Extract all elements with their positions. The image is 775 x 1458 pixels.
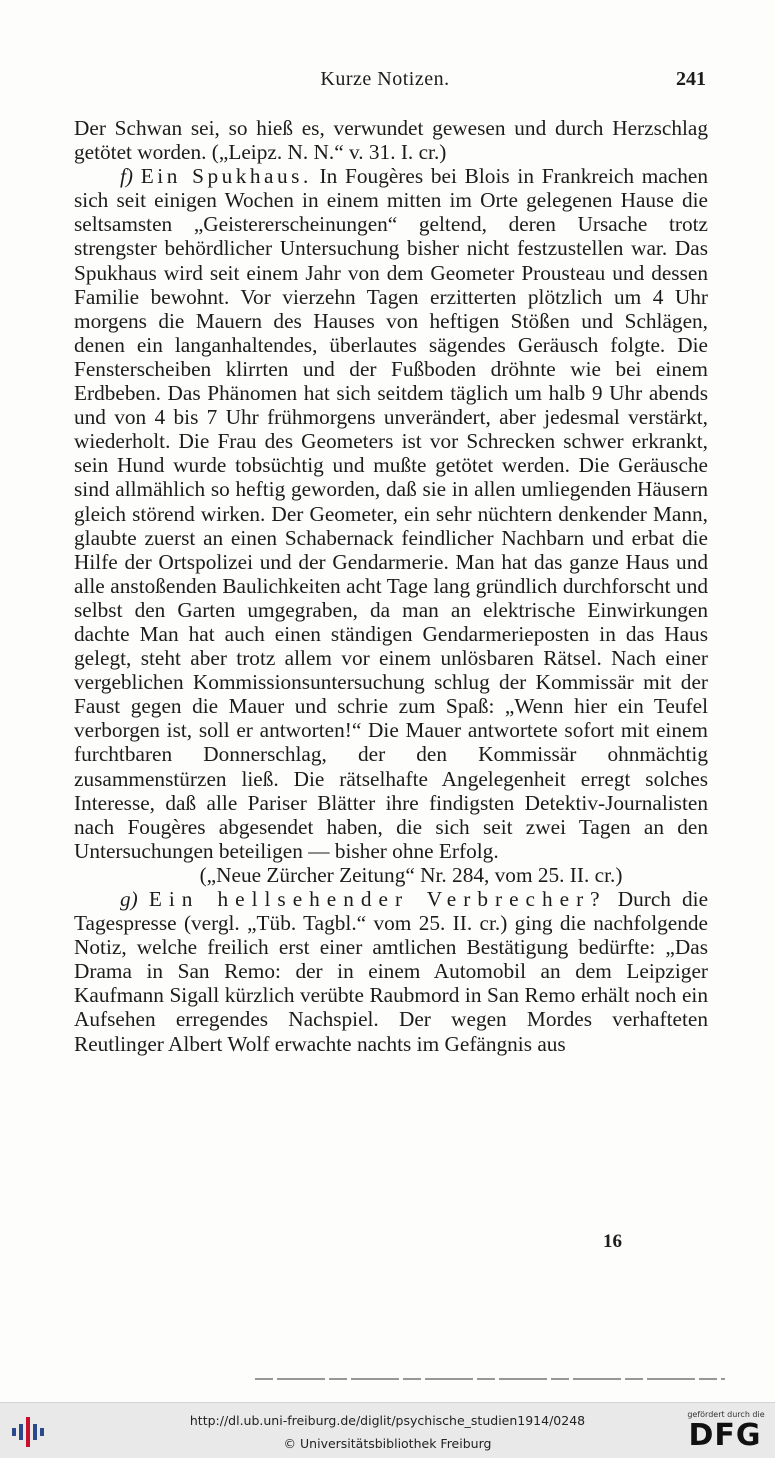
funder-caption: gefördert durch die	[687, 1410, 765, 1419]
running-title: Kurze Notizen.	[320, 68, 450, 90]
page-number: 241	[676, 68, 706, 90]
paragraph-1: Der Schwan sei, so hieß es, verwundet gewesen und durch Herzschlag getötet worden. („Leipz. N. N.“ v. 31. I. cr.)	[74, 116, 708, 165]
dfg-logo-icon[interactable]	[682, 1410, 768, 1454]
article-text	[74, 116, 708, 1056]
source-citation: („Neue Zürcher Zeitung“ Nr. 284, vom 25. II. cr.)	[199, 862, 623, 887]
paragraph-3	[74, 887, 708, 1056]
section-label-g: g)	[120, 887, 138, 911]
dfg-wordmark: DFG	[688, 1418, 762, 1453]
viewer-footer	[0, 1402, 775, 1458]
copyright-text: © Universitätsbibliothek Freiburg	[283, 1436, 492, 1451]
paragraph-2-body: In Fougères bei Blois in Frankreich machen sich seit einigen Wochen in einem mitten im Orte gelegenen Hause die seltsamsten „Geistererscheinungen“ geltend, deren Ursache trotz strengster behördlicher Untersuchung bisher nicht festzustellen war. Das Spukhaus wird seit einem Jahr von dem Geometer Prousteau und dessen Familie bewohnt. Vor vierzehn Tagen erzitterten plötzlich um 4 Uhr morgens die Mauern des Hauses von heftigen Stößen und Schlägen, denen ein langanhaltendes, überlautes sägendes Geräusch folgte. Die Fensterscheiben klirrten und der Fußboden dröhnte wie bei einem Erdbeben. Das Phänomen hat sich seitdem täglich um halb 9 Uhr abends und von 4 bis 7 Uhr frühmorgens unverändert, aber jedesmal verstärkt, wiederholt. Die Frau des Geometers ist vor Schrecken schwer erkrankt, sein Hund wurde tobsüchtig und mußte getötet werden. Die Geräusche sind allmählich so heftig geworden, daß sie in allen umliegenden Häusern gleich störend wirken. Der Geometer, ein sehr nüchtern denkender Mann, glaubte zuerst an einen Schabernack feindlicher Nachbarn und erbat die Hilfe der Ortspolizei und der Gendarmerie. Man hat das ganze Haus und alle anstoßenden Baulichkeiten acht Tage lang gründlich durchforscht und selbst den Garten umgegraben, da man an elektrische Einwirkungen dachte Man hat auch einen ständigen Gendarmerieposten in das Haus gelegt, steht aber trotz allem vor einem unlösbaren Rätsel. Nach einer vergeblichen Kommissionsuntersuchung schlug der Kommissär mit der Faust gegen die Mauer und schrie zum Spaß: „Wenn hier ein Teufel verborgen ist, soll er antworten!“ Die Mauer antwortete sofort mit einem furchtbaren Donnerschlag, der den Kommissär ohnmächtig zusammenstürzen ließ. Die rätselhafte Angelegenheit erregt solches Interesse, daß alle Pariser Blätter ihre findigsten Detektiv-Journalisten nach Fougères abgesendet haben, die sich seit zwei Tagen an den Untersuchungen beteiligen — bisher ohne Erfolg.	[74, 164, 708, 863]
section-label-f: f)	[120, 164, 134, 189]
page-edge-line	[255, 1378, 725, 1380]
paragraph-3-body: Durch die Tagespresse (vergl. „Tüb. Tagbl.“ vom 25. II. cr.) ging die nachfolgende Notiz, welche freilich erst einer amtlichen Bestätigung bedürfte: „Das Drama in San Remo: der in einem Automobil an dem Leipziger Kaufmann Sigall kürzlich verübte Raubmord in San Remo erhält noch ein Aufsehen erregendes Nachspiel. Der wegen Mordes verhafteten Reutlinger Albert Wolf erwachte nachts im Gefängnis aus	[74, 887, 709, 1056]
section-heading-spukhaus: Ein Spukhaus.	[140, 164, 312, 189]
signature-mark: 16	[603, 1231, 622, 1252]
running-header	[60, 68, 710, 98]
section-heading-verbrecher: Ein hellsehender Verbrecher?	[148, 887, 607, 911]
document-url-link[interactable]: http://dl.ub.uni-freiburg.de/diglit/psychische_studien1914/0248	[189, 1413, 586, 1428]
paragraph-2	[74, 164, 708, 863]
